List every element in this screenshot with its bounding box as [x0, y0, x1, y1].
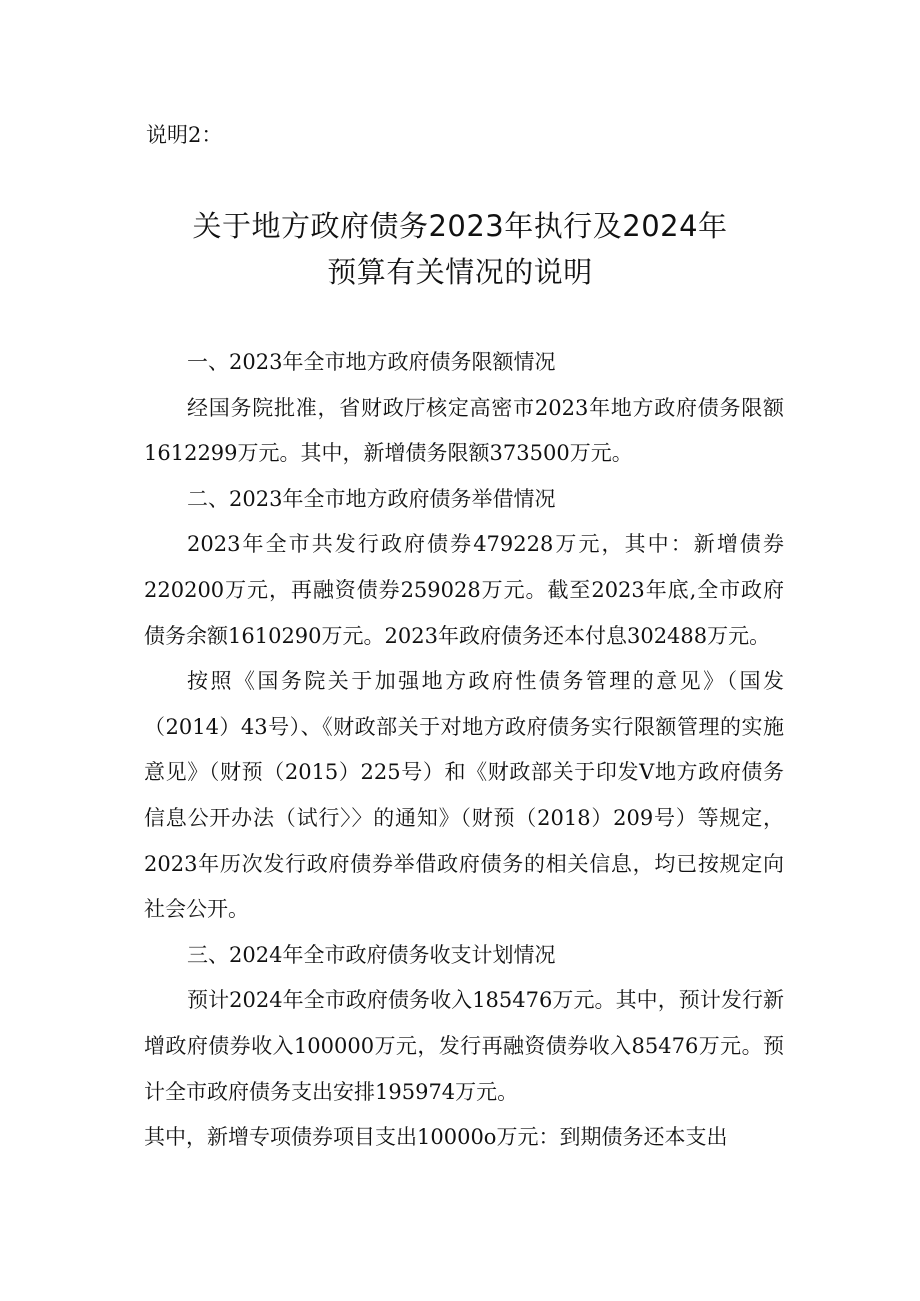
- document-label: 说明2：: [146, 123, 223, 147]
- paragraph-2024-plan: 预计2024年全市政府债务收入185476万元。其中，预计发行新增政府债券收入100000万元，发行再融资债券收入85476万元。预计全市政府债务支出安排195974万元。: [144, 988, 784, 1104]
- document-title-line-2: 预算有关情况的说明: [327, 255, 593, 289]
- document-title-line-1: 关于地方政府债务2023年执行及2024年: [192, 209, 728, 243]
- paragraph-debt-issuance: 2023年全市共发行政府债券479228万元，其中：新增债券220200万元，再融资债券259028万元。截至2023年底,全市政府债务余额1610290万元。2023年政府债务还本付息302488万元。: [144, 532, 784, 648]
- section-heading-1: 一、2023年全市地方政府债务限额情况: [187, 350, 556, 374]
- paragraph-disclosure: 按照《国务院关于加强地方政府性债务管理的意见》（国发（2014）43号）、《财政部关于对地方政府债务实行限额管理的实施意见》（财预（2015）225号）和《财政部关于印发V地方政府债务信息公开办法（试行〉〉的通知》（财预（2018）209号）等规定，2023年历次发行政府债券举借政府债务的相关信息，均已按规定向社会公开。: [144, 669, 784, 922]
- document-body: [144, 340, 784, 1161]
- section-heading-2: 二、2023年全市地方政府债务举借情况: [187, 486, 556, 511]
- paragraph-expenditure: 其中，新增专项债券项目支出10000o万元：到期债务还本支出: [144, 1125, 728, 1150]
- section-heading-3: 三、2024年全市政府债务收支计划情况: [187, 942, 556, 967]
- paragraph-debt-limit: 经国务院批准，省财政厅核定高密市2023年地方政府债务限额1612299万元。其中，新增债务限额373500万元。: [144, 395, 784, 466]
